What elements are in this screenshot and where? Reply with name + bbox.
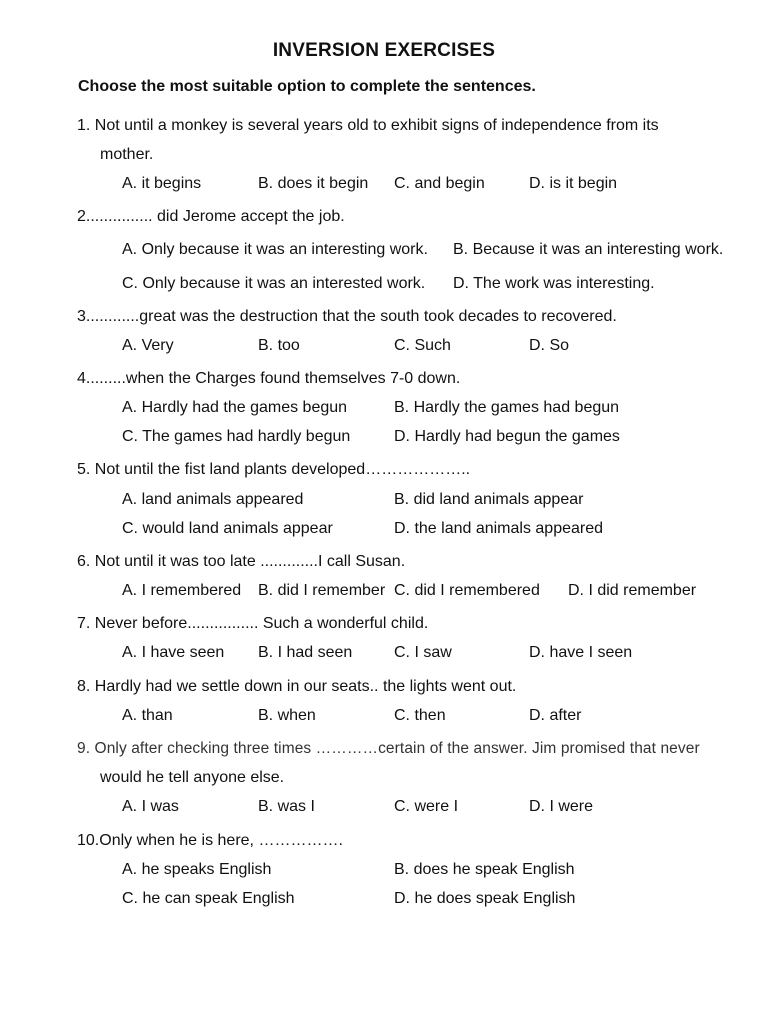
question-6-option-d: D. I did remember <box>568 582 697 599</box>
question-5-option-d: D. the land animals appeared <box>394 520 604 537</box>
question-4-option-a: A. Hardly had the games begun <box>122 399 348 416</box>
question-9-option-d: D. I were <box>529 798 594 815</box>
question-9-option-a: A. I was <box>122 798 179 815</box>
question-7-option-a: A. I have seen <box>122 644 225 661</box>
question-2-option-b: B. Because it was an interesting work. <box>453 241 724 258</box>
question-4-option-c: C. The games had hardly begun <box>122 428 351 445</box>
question-8-option-c: C. then <box>394 707 446 724</box>
question-7-option-d: D. have I seen <box>529 644 633 661</box>
instructions: Choose the most suitable option to complete the sentences. <box>78 78 536 95</box>
question-5-option-a: A. land animals appeared <box>122 491 304 508</box>
question-9-stem-line-2: would he tell anyone else. <box>100 769 285 786</box>
question-10-stem: 10.Only when he is here, ……………. <box>77 832 343 849</box>
question-3-option-a: A. Very <box>122 337 174 354</box>
question-7-option-b: B. I had seen <box>258 644 353 661</box>
question-10-option-d: D. he does speak English <box>394 890 576 907</box>
question-2-option-d: D. The work was interesting. <box>453 275 655 292</box>
question-1-option-a: A. it begins <box>122 175 202 192</box>
page-title: INVERSION EXERCISES <box>272 40 496 61</box>
question-1-option-d: D. is it begin <box>529 175 618 192</box>
question-6-option-b: B. did I remember <box>258 582 386 599</box>
question-9-option-b: B. was I <box>258 798 315 815</box>
question-3-option-b: B. too <box>258 337 300 354</box>
question-4-option-d: D. Hardly had begun the games <box>394 428 620 445</box>
question-10-option-b: B. does he speak English <box>394 861 575 878</box>
question-6-option-c: C. did I remembered <box>394 582 540 599</box>
question-7-option-c: C. I saw <box>394 644 452 661</box>
question-8-option-b: B. when <box>258 707 316 724</box>
question-3-option-c: C. Such <box>394 337 451 354</box>
question-4-option-b: B. Hardly the games had begun <box>394 399 620 416</box>
question-1-option-c: C. and begin <box>394 175 485 192</box>
question-3-stem: 3............great was the destruction that the south took decades to recovered. <box>77 308 617 325</box>
question-6-stem: 6. Not until it was too late .............I call Susan. <box>77 553 406 570</box>
question-2-stem: 2............... did Jerome accept the job. <box>77 208 345 225</box>
question-8-option-a: A. than <box>122 707 173 724</box>
question-9-stem-line-1: 9. Only after checking three times …………certain of the answer. Jim promised that never <box>77 740 700 757</box>
question-5-option-c: C. would land animals appear <box>122 520 333 537</box>
question-8-stem: 8. Hardly had we settle down in our seats.. the lights went out. <box>77 678 517 695</box>
question-6-option-a: A. I remembered <box>122 582 242 599</box>
question-5-option-b: B. did land animals appear <box>394 491 584 508</box>
question-10-option-c: C. he can speak English <box>122 890 295 907</box>
question-1-stem-line-1: 1. Not until a monkey is several years old to exhibit signs of independence from its <box>77 117 659 134</box>
question-10-option-a: A. he speaks English <box>122 861 272 878</box>
question-2-option-c: C. Only because it was an interested work. <box>122 275 426 292</box>
question-2-option-a: A. Only because it was an interesting work. <box>122 241 428 258</box>
question-4-stem: 4.........when the Charges found themselves 7-0 down. <box>77 370 461 387</box>
question-5-stem: 5. Not until the fist land plants developed……………….. <box>77 461 471 478</box>
question-1-stem-line-2: mother. <box>100 146 154 163</box>
question-3-option-d: D. So <box>529 337 570 354</box>
question-1-option-b: B. does it begin <box>258 175 369 192</box>
question-8-option-d: D. after <box>529 707 582 724</box>
question-9-option-c: C. were I <box>394 798 459 815</box>
question-7-stem: 7. Never before................ Such a wonderful child. <box>77 615 429 632</box>
